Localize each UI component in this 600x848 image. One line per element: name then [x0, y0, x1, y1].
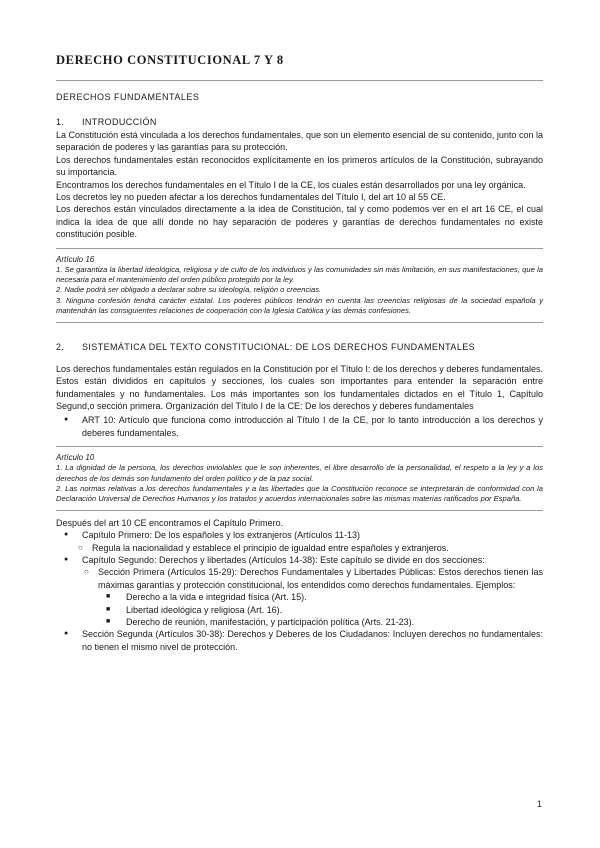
list-item: ● Capítulo Segundo: Derechos y libertades (Artículos 14-38): Este capítulo se divide en dos secciones:: [56, 554, 543, 566]
quote-1-bottom-divider: [56, 322, 543, 323]
quote-2-top-divider: [56, 446, 543, 447]
quote-title: Artículo 10: [56, 453, 95, 463]
list-item: ● Capítulo Primero: De los españoles y los extranjeros (Artículos 11-13): [56, 529, 543, 541]
list-item: ■ Libertad ideológica y religiosa (Art. 16).: [56, 604, 543, 616]
chapter-intro: Después del art 10 CE encontramos el Capítulo Primero.: [56, 517, 284, 528]
quote-line: 1. La dignidad de la persona, los derechos inviolables que le son inherentes, el libre desarrollo de la personalidad, el respeto a la ley y a los derechos de los demás son fundamento del orden político y de la paz social.: [56, 463, 543, 483]
paragraph: Los decretos ley no pueden afectar a los derechos fundamentales del Título I, del art 10 al 55 CE.: [56, 192, 446, 203]
title-divider: [56, 80, 543, 81]
chapter-list: [56, 529, 543, 653]
quote-line: 3. Ninguna confesión tendrá carácter estatal. Los poderes públicos tendrán en cuenta las creencias religiosas de la sociedad española y mantendrán las consiguientes relaciones de cooperación con la Iglesia Católica y las demás confesiones.: [56, 295, 543, 316]
list-item: ● Sección Segunda (Artículos 30-38): Derechos y Deberes de los Ciudadanos: Incluyen derechos no fundamentales: no tienen el mismo nivel de protección.: [56, 628, 543, 653]
section-2-heading: [56, 341, 543, 353]
section-subtitle: DERECHOS FUNDAMENTALES: [56, 92, 200, 102]
paragraph: Los derechos están vinculados directamente a la idea de Constitución, tal y como podemos ver en el art 16 CE, el cual indica la idea de que allí donde no hay separación de poderes y garantías de derechos fundamentales no existe constitución posible.: [56, 204, 543, 240]
quote-2-bottom-divider: [56, 510, 543, 511]
section-2-paragraph: Los derechos fundamentales están regulados en la Constitución por el Título I: de los derechos y deberes fundamentales. Estos están divididos en capítulos y secciones, los cuales son importantes para entender la separación entre fundamentales y no fundamentales. Los más importantes son los fundamentales dictados en el Título 1, Capítulo Segund,o sección primera. Organización del Título I de la CE: De los derechos y deberes fundamentales: [56, 363, 543, 411]
quote-line: 2. Las normas relativas a los derechos fundamentales y a las libertades que la Constitución reconoce se interpretarán de conformidad con la Declaración Universal de Derechos Humanos y los tratados y acuerdos internacionales sobre las mismas materias ratificados por España.: [56, 483, 543, 504]
quote-article-16: [56, 254, 543, 317]
section-2-title: SISTEMÁTICA DEL TEXTO CONSTITUCIONAL: DE LOS DERECHOS FUNDAMENTALES: [82, 341, 476, 352]
quote-1-top-divider: [56, 248, 543, 249]
paragraph: Encontramos los derechos fundamentales en el Título I de la CE, los cuales están desarrollados por una ley orgánica.: [56, 179, 526, 190]
section-1-number: 1.: [56, 117, 65, 127]
section-1-body: [56, 129, 543, 241]
list-item: ○ Regula la nacionalidad y establece el principio de igualdad entre españoles y extranjeros.: [56, 542, 543, 554]
section-1-title: INTRODUCCIÓN: [82, 117, 157, 127]
section-2-number: 2.: [56, 341, 65, 352]
page-number: 1: [537, 799, 543, 809]
document-page: [56, 52, 543, 653]
section-1-heading: [56, 116, 543, 128]
quote-article-10: [56, 452, 543, 505]
section-2-list: [56, 414, 543, 439]
list-item: ■ Derecho a la vida e integridad física (Art. 15).: [56, 591, 543, 603]
quote-line: 2. Nadie podrá ser obligado a declarar sobre su ideología, religión o creencias.: [56, 285, 322, 295]
list-item: ○ Sección Primera (Artículos 15-29): Derechos Fundamentales y Libertades Públicas: Estos derechos tienen las máximas garantías y protección constitucional, los entendidos como derechos fundamentales. Ejemplos:: [56, 566, 543, 591]
list-item: ■ Derecho de reunión, manifestación, y participación política (Arts. 21-23).: [56, 616, 543, 628]
paragraph: La Constitución está vinculada a los derechos fundamentales, que son un elemento esencial de su contenido, junto con la separación de poderes y las garantías para su protección.: [56, 130, 543, 153]
list-item: ● ART 10: Artículo que funciona como introducción al Título I de la CE, por lo tanto introducción a los derechos y deberes fundamentales.: [56, 414, 543, 439]
quote-title: Artículo 16: [56, 254, 95, 264]
paragraph: Los derechos fundamentales están reconocidos explícitamente en los primeros artículos de la Constitución, subrayando su importancia.: [56, 154, 543, 178]
document-title: DERECHO CONSTITUCIONAL 7 Y 8: [56, 53, 284, 67]
quote-line: 1. Se garantiza la libertad ideológica, religiosa y de culto de los individuos y las comunidades sin más limitación, en sus manifestaciones, que la necesaria para el mantenimiento del orden público protegido por la ley.: [56, 264, 543, 285]
